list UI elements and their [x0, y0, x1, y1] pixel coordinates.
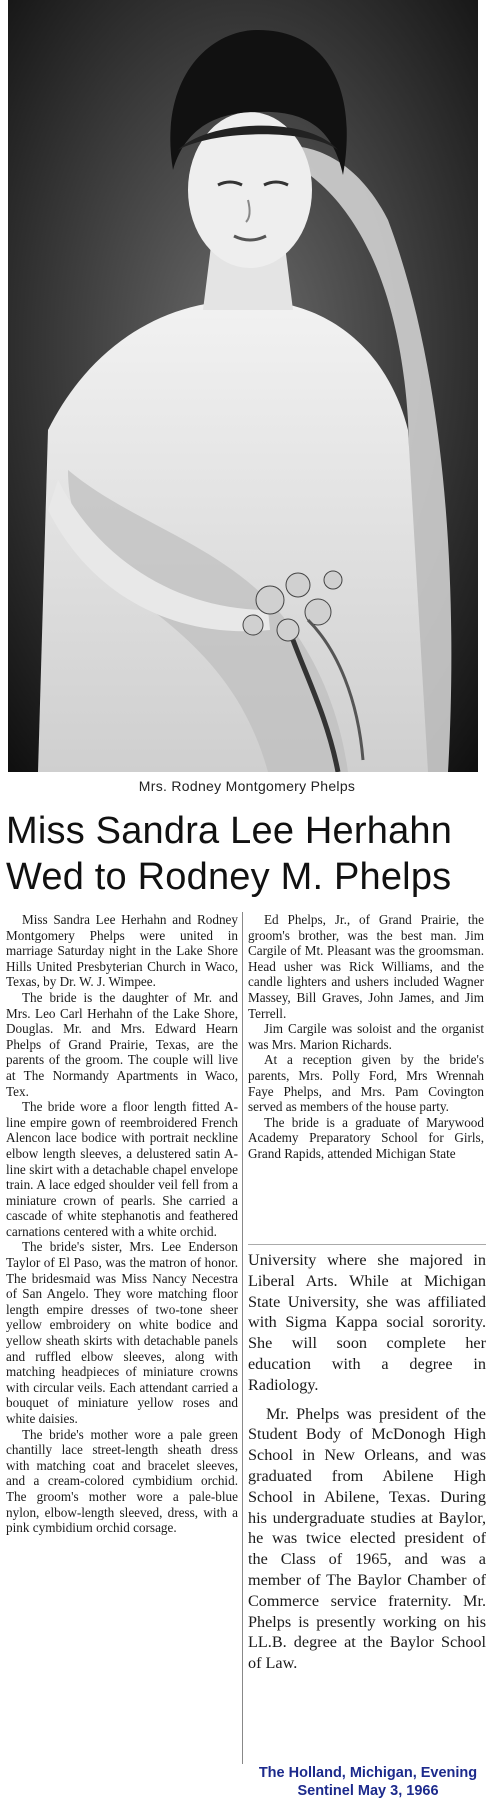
headline [6, 808, 490, 900]
paragraph: At a reception given by the bride's parents, Mrs. Polly Ford, Mrs Wrennah Faye Phelps, and Mrs. Pam Covington served as members of the house party. [248, 1052, 484, 1115]
clipping-join-divider [248, 1244, 486, 1245]
article-column-right-top [248, 912, 484, 1242]
paragraph: The bride's sister, Mrs. Lee Enderson Taylor of El Paso, was the matron of honor. The bridesmaid was Miss Nancy Necestra of San Angelo. They wore matching floor length empire dresses of two-tone sheer yellow embroidery on white bodice and yellow sheath skirts with detachable panels and ruffled elbow sleeves, along with matching headpieces of miniature crowns with circular veils. Each attendant carried a bouquet of miniature yellow roses and white daisies. [6, 1239, 238, 1426]
column-divider [242, 912, 243, 1802]
article-column-right-bottom [248, 1250, 486, 1802]
paragraph: Miss Sandra Lee Herhahn and Rodney Montgomery Phelps were united in marriage Saturday night in the Lake Shore Hills United Presbyterian Church in Waco, Texas, by Dr. W. J. Wimpee. [6, 912, 238, 990]
paragraph: The bride wore a floor length fitted A-line empire gown of reembroidered French Alencon lace bodice with portrait neckline elbow length sleeves, a delustered satin A-line skirt with a detachable chapel envelope train. A lace edged shoulder veil fell from a miniature crown of pearls. She carried a cascade of white stephanotis and feathered carnations centered with a white orchid. [6, 1099, 238, 1239]
article-column-left [6, 912, 238, 1804]
paragraph: The bride is the daughter of Mr. and Mrs. Leo Carl Herhahn of the Lake Shore, Douglas. Mr. and Mrs. Edward Hearn Phelps of Grand Prairie, Texas, are the parents of the groom. The couple will live at The Normandy Apartments in Waco, Tex. [6, 989, 238, 1099]
paragraph: Ed Phelps, Jr., of Grand Prairie, the groom's brother, was the best man. Jim Cargile of Mt. Pleasant was the groomsman. Head usher was Rick Williams, and the candle lighters and ushers included Wagner Massey, Bill Graves, John James, and Jim Terrell. [248, 912, 484, 1021]
paragraph: University where she majored in Liberal Arts. While at Michigan State University, she was affiliated with Sigma Kappa social sorority. She will soon complete her education with a degree in Radiology. [248, 1251, 486, 1394]
headline-line-1: Miss Sandra Lee Herhahn [6, 810, 453, 852]
headline-line-2: Wed to Rodney M. Phelps [6, 856, 452, 898]
bride-portrait-photo [8, 0, 478, 772]
paragraph: The bride's mother wore a pale green chantilly lace street-length sheath dress with matching coat and bracelet sleeves, and a cream-colored cymbidium orchid. The groom's mother wore a pale-blue nylon, elbow-length sleeved, dress, with a pink cymbidium orchid corsage. [6, 1426, 238, 1536]
source-attribution [242, 1764, 494, 1810]
photo-caption: Mrs. Rodney Montgomery Phelps [138, 778, 356, 794]
attribution-line-2: Sentinel May 3, 1966 [297, 1783, 439, 1799]
paragraph: Mr. Phelps was president of the Student Body of McDonogh High School in New Orleans, and was graduated from Abilene High School in Abilene, Texas. During his undergraduate studies at Baylor, he was twice elected president of the Class of 1965, and was a member of The Baylor Chamber of Commerce service fraternity. Mr. Phelps is presently working on his LL.B. degree at the Baylor School of Law. [248, 1404, 486, 1673]
paragraph: The bride is a graduate of Marywood Academy Preparatory School for Girls, Grand Rapids, attended Michigan State [248, 1114, 484, 1161]
attribution-line-1: The Holland, Michigan, Evening [258, 1765, 478, 1781]
bride-portrait-illustration [8, 0, 478, 772]
paragraph: Jim Cargile was soloist and the organist was Mrs. Marion Richards. [248, 1021, 484, 1052]
